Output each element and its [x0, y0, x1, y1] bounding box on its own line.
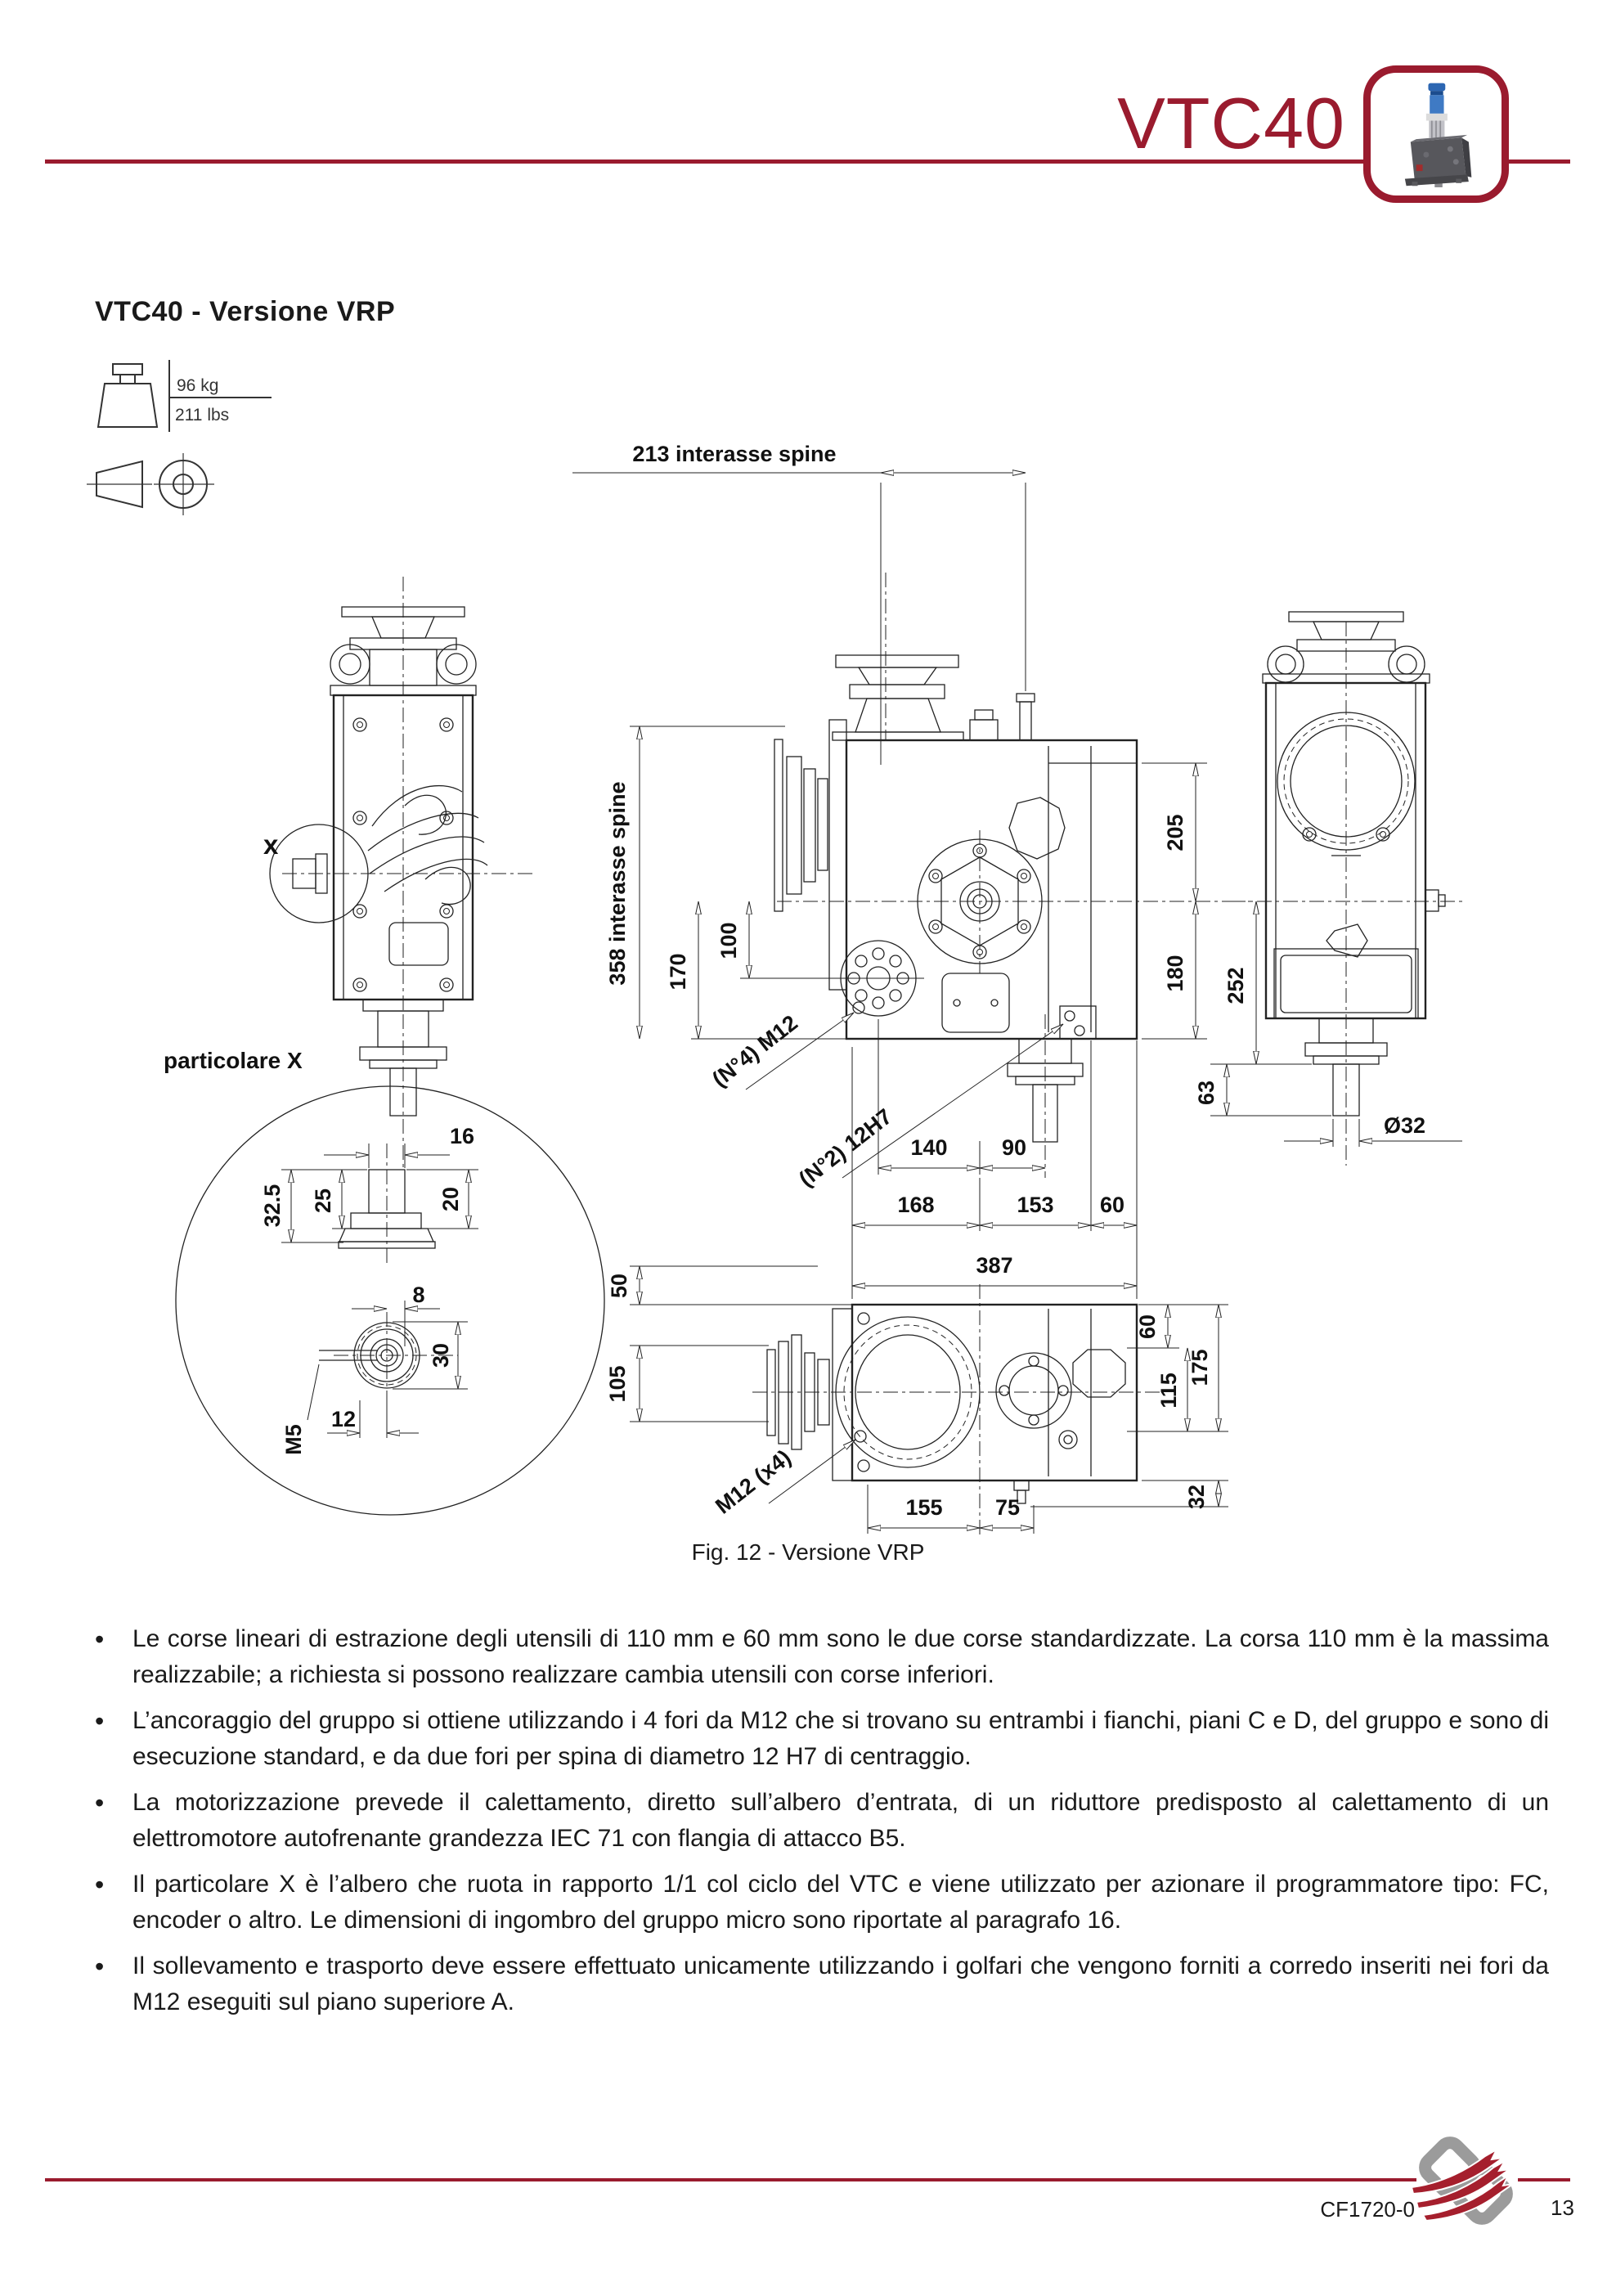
label-m5: M5 [281, 1424, 306, 1455]
dim-153: 153 [1017, 1193, 1054, 1217]
dim-60b: 60 [1135, 1314, 1160, 1340]
page-number: 13 [1551, 2195, 1574, 2220]
dim-8: 8 [412, 1283, 425, 1307]
detail-x-view [164, 1048, 604, 1515]
dim-12: 12 [330, 1407, 357, 1431]
right-side-view [1231, 612, 1464, 1166]
dim-252: 252 [1223, 967, 1248, 1004]
plan-view [752, 1284, 1161, 1538]
dim-105: 105 [605, 1365, 630, 1403]
dim-387: 387 [976, 1253, 1013, 1278]
company-logo [1412, 2136, 1522, 2225]
label-n2-12h7: (N°2) 12H7 [794, 1103, 897, 1192]
footer-rule-left [45, 2178, 1416, 2181]
dim-75: 75 [994, 1495, 1021, 1520]
front-view [774, 573, 1251, 1178]
body-text [72, 1621, 1549, 2030]
dim-50: 50 [607, 1273, 631, 1299]
bullet-item: • Le corse lineari di estrazione degli utensili di 110 mm e 60 mm sono le due corse standardizzate. La corsa 110 mm è la massima realizzabile; a richiesta si possono realizzare cambia utensili con corse inferiori. [72, 1621, 1549, 1693]
section-title: VTC40 - Versione VRP [95, 296, 396, 327]
dim-32: 32 [1184, 1484, 1209, 1510]
footer-rule-right [1518, 2178, 1570, 2181]
bullet-item: • L’ancoraggio del gruppo si ottiene utilizzando i 4 fori da M12 che si trovano su entrambi i fianchi, piani C e D, del gruppo e sono di esecuzione standard, e da due fori per spina di diametro 12 H7 di centraggio. [72, 1703, 1549, 1775]
dim-90: 90 [1001, 1135, 1027, 1160]
dim-32-5: 32.5 [260, 1184, 285, 1228]
dim-30: 30 [429, 1342, 453, 1368]
detail-ref-label: x [263, 829, 279, 860]
label-n4-m12: (N°4) M12 [707, 1010, 802, 1092]
weight-kg: 96 kg [177, 376, 219, 395]
left-side-view [263, 577, 536, 1168]
dim-100: 100 [716, 922, 741, 959]
dim-20: 20 [438, 1186, 463, 1212]
label-m12-x4: M12 (x4) [711, 1445, 796, 1519]
dim-25: 25 [311, 1188, 335, 1214]
bullet-item: • Il sollevamento e trasporto deve essere effettuato unicamente utilizzando i golfari che vengono forniti a corredo inseriti nei fori da M12 eseguiti sul piano superiore A. [72, 1948, 1549, 2020]
dim-168: 168 [897, 1193, 935, 1217]
document-code: CF1720-0 [1320, 2197, 1415, 2222]
page-title: VTC40 [1117, 83, 1345, 164]
detail-title: particolare X [164, 1048, 303, 1073]
dim-140: 140 [910, 1135, 948, 1160]
dim-dia32: Ø32 [1384, 1113, 1426, 1138]
dim-60a: 60 [1099, 1193, 1125, 1217]
dim-16: 16 [449, 1124, 475, 1148]
technical-drawing [123, 401, 1570, 1538]
product-photo-frame [1363, 65, 1509, 203]
dim-175: 175 [1187, 1349, 1212, 1386]
dim-115: 115 [1156, 1373, 1181, 1409]
weight-lbs: 211 lbs [175, 406, 230, 425]
figure-caption: Fig. 12 - Versione VRP [691, 1539, 925, 1565]
dim-155: 155 [905, 1495, 943, 1520]
product-photo [1379, 81, 1493, 187]
dim-interasse-top: 213 interasse spine [632, 442, 837, 466]
dim-63: 63 [1194, 1080, 1219, 1106]
dim-205: 205 [1163, 814, 1187, 851]
bullet-item: • Il particolare X è l’albero che ruota in rapporto 1/1 col ciclo del VTC e viene utilizzato per azionare il programmatore tipo: FC, encoder o altro. Le dimensioni di ingombro del gruppo micro sono riportate al paragrafo 16. [72, 1867, 1549, 1939]
dim-180: 180 [1163, 955, 1187, 992]
dim-interasse-left: 358 interasse spine [605, 781, 630, 986]
dim-170: 170 [666, 953, 690, 991]
bullet-item: • La motorizzazione prevede il calettamento, diretto sull’albero d’entrata, di un riduttore predisposto al calettamento di un elettromotore autofrenante grandezza IEC 71 con flangia di attacco B5. [72, 1785, 1549, 1857]
